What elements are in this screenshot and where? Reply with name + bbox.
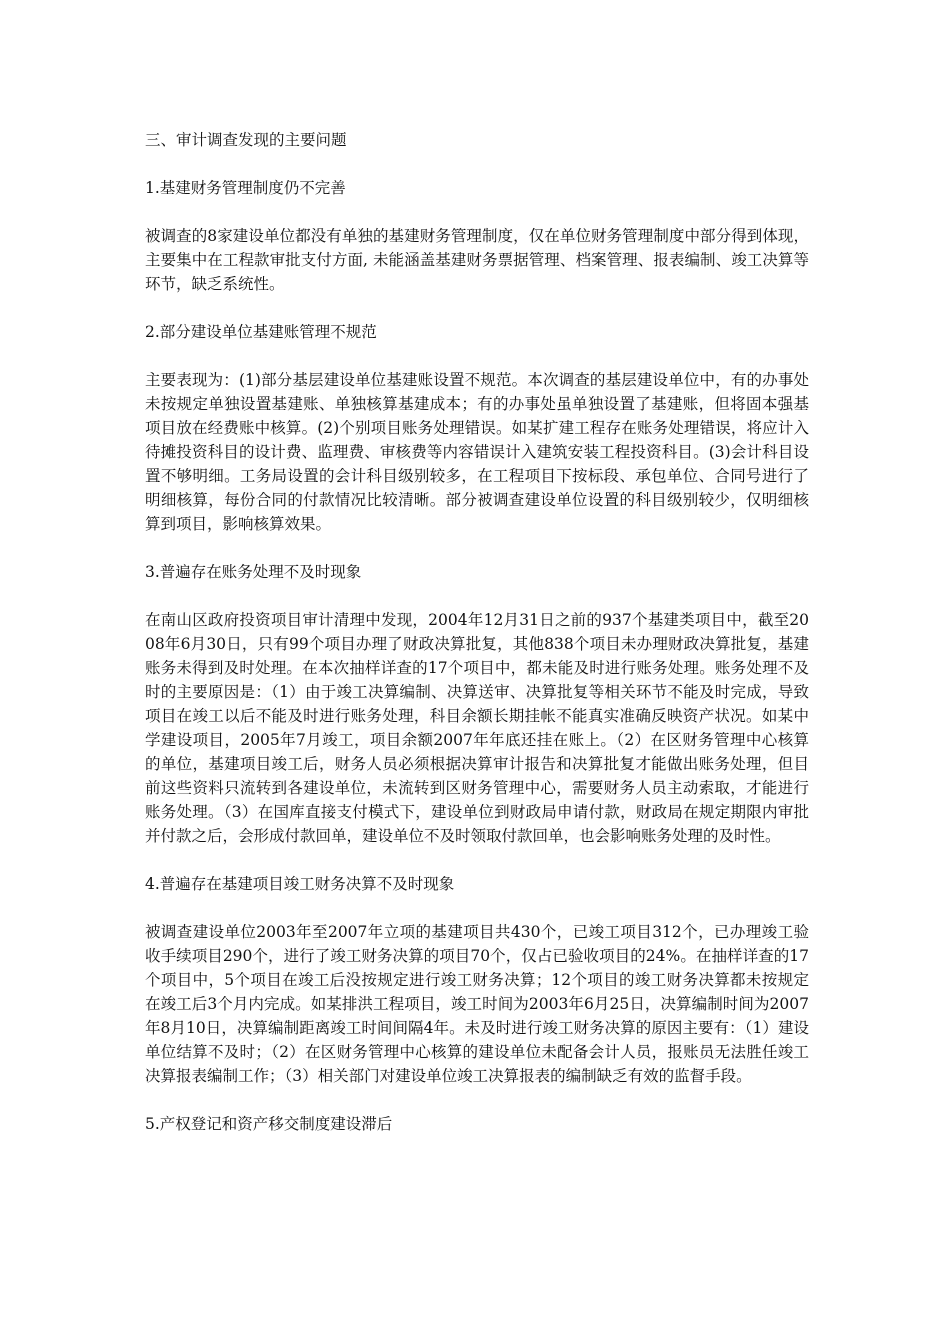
item-4-heading: 4.普遍存在基建项目竣工财务决算不及时现象	[145, 875, 455, 893]
item-3-body: 在南山区政府投资项目审计清理中发现，2004年12月31日之前的937个基建类项目中，截至2008年6月30日，只有99个项目办理了财政决算批复，其他838个项目未办理财政决算批复，基建账务未得到及时处理。在本次抽样详查的17个项目中，都未能及时进行账务处理。账务处理不及时的主要原因是：（1）由于竣工决算编制、决算送审、决算批复等相关环节不能及时完成，导致项目在竣工以后不能及时进行账务处理，科目余额长期挂帐不能真实准确反映资产状况。如某中学建设项目，2005年7月竣工，项目余额2007年年底还挂在账上。（2）在区财务管理中心核算的单位，基建项目竣工后，财务人员必须根据决算审计报告和决算批复才能做出账务处理，但目前这些资料只流转到各建设单位，未流转到区财务管理中心，需要财务人员主动索取，才能进行账务处理。（3）在国库直接支付模式下，建设单位到财政局申请付款，财政局在规定期限内审批并付款之后，会形成付款回单，建设单位不及时领取付款回单，也会影响账务处理的及时性。	[145, 611, 809, 845]
document-page	[145, 128, 809, 1160]
item-4-body: 被调查建设单位2003年至2007年立项的基建项目共430个，已竣工项目312个，已办理竣工验收手续项目290个，进行了竣工财务决算的项目70个，仅占已验收项目的24%。在抽样详查的17个项目中，5个项目在竣工后没按规定进行竣工财务决算；12个项目的竣工财务决算都未按规定在竣工后3个月内完成。如某排洪工程项目，竣工时间为2003年6月25日，决算编制时间为2007年8月10日，决算编制距离竣工时间间隔4年。未及时进行竣工财务决算的原因主要有：（1）建设单位结算不及时；（2）在区财务管理中心核算的建设单位未配备会计人员，报账员无法胜任竣工决算报表编制工作；（3）相关部门对建设单位竣工决算报表的编制缺乏有效的监督手段。	[145, 923, 809, 1085]
item-2-body: 主要表现为：(1)部分基层建设单位基建账设置不规范。本次调查的基层建设单位中，有的办事处未按规定单独设置基建账、单独核算基建成本；有的办事处虽单独设置了基建账，但将固本强基项目放在经费账中核算。(2)个别项目账务处理错误。如某扩建工程存在账务处理错误，将应计入待摊投资科目的设计费、监理费、审核费等内容错误计入建筑安装工程投资科目。(3)会计科目设置不够明细。工务局设置的会计科目级别较多，在工程项目下按标段、承包单位、合同号进行了明细核算，每份合同的付款情况比较清晰。部分被调查建设单位设置的科目级别较少，仅明细核算到项目，影响核算效果。	[145, 371, 809, 533]
item-2-heading: 2.部分建设单位基建账管理不规范	[145, 323, 377, 341]
item-1-heading: 1.基建财务管理制度仍不完善	[145, 179, 346, 197]
section-title: 三、审计调查发现的主要问题	[145, 131, 347, 149]
item-1-body: 被调查的8家建设单位都没有单独的基建财务管理制度，仅在单位财务管理制度中部分得到体现，主要集中在工程款审批支付方面, 未能涵盖基建财务票据管理、档案管理、报表编制、竣工决算等环节，缺乏系统性。	[145, 227, 809, 293]
item-3-heading: 3.普遍存在账务处理不及时现象	[145, 563, 362, 581]
item-5-heading: 5.产权登记和资产移交制度建设滞后	[145, 1115, 393, 1133]
